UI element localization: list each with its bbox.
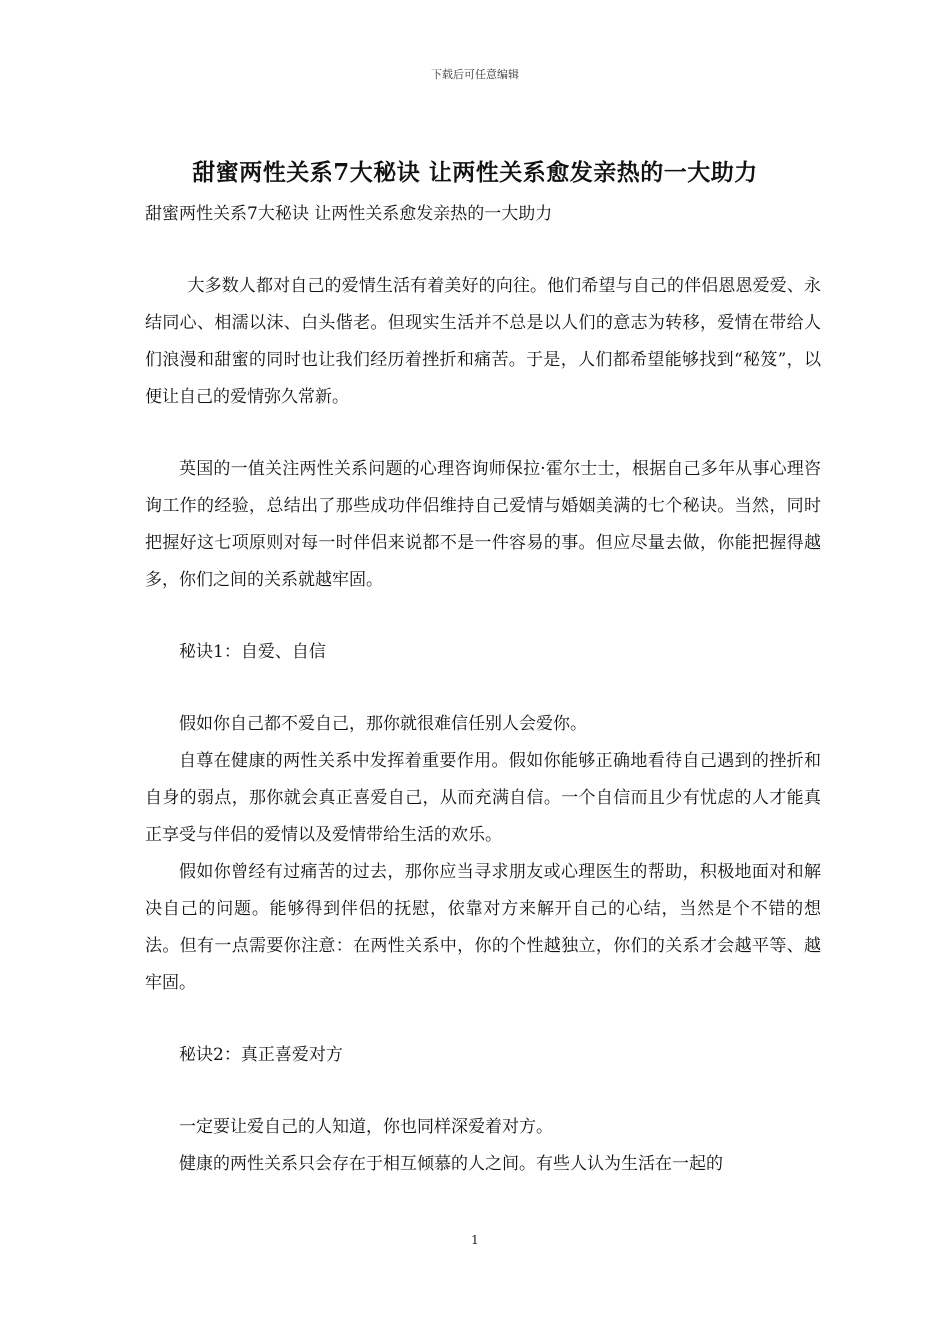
document-title: 甜蜜两性关系7大秘诀 让两性关系愈发亲热的一大助力 xyxy=(192,159,758,186)
paragraph-intro: 大多数人都对自己的爱情生活有着美好的向往。他们希望与自己的伴侣恩恩爱爱、永结同心、相濡以沫、白头偕老。但现实生活并不总是以人们的意志为转移，爱情在带给人们浪漫和甜蜜的同时也让我们经历着挫折和痛苦。于是，人们都希望能够找到“秘笈”，以便让自己的爱情弥久常新。 xyxy=(145,276,821,407)
paragraph-self-esteem: 自尊在健康的两性关系中发挥着重要作用。假如你能够正确地看待自己遇到的挫折和自身的弱点，那你就会真正喜爱自己，从而充满自信。一个自信而且少有忧虑的人才能真正享受与伴侣的爱情以及爱情带给生活的欢乐。 xyxy=(145,751,821,845)
paragraph-lead-1: 假如你自己都不爱自己，那你就很难信任别人会爱你。 xyxy=(179,714,587,734)
paragraph-past-pain: 假如你曾经有过痛苦的过去，那你应当寻求朋友或心理医生的帮助，积极地面对和解决自己的问题。能够得到伴侣的抚慰，依靠对方来解开自己的心结，当然是个不错的想法。但有一点需要你注意：在两性关系中，你的个性越独立，你们的关系才会越平等、越牢固。 xyxy=(145,862,821,993)
paragraph-spacer xyxy=(145,1074,821,1109)
paragraph-background: 英国的一值关注两性关系问题的心理咨询师保拉·霍尔士士，根据自己多年从事心理咨询工作的经验，总结出了那些成功伴侣维持自己爱情与婚姻美满的七个秘诀。当然，同时把握好这七项原则对每一时伴侣来说都不是一件容易的事。但应尽量去做，你能把握得越多，你们之间的关系就越牢固。 xyxy=(145,459,821,590)
paragraph-spacer xyxy=(145,671,821,706)
document-body xyxy=(145,196,821,1183)
paragraph-mutual-admiration: 健康的两性关系只会存在于相互倾慕的人之间。有些人认为生活在一起的 xyxy=(179,1154,723,1174)
header-note: 下载后可任意编辑 xyxy=(431,68,519,81)
paragraph-spacer xyxy=(145,599,821,634)
section-heading-1: 秘诀1：自爱、自信 xyxy=(179,642,326,662)
paragraph-spacer xyxy=(145,416,821,451)
page-number: 1 xyxy=(471,1233,479,1247)
paragraph-spacer xyxy=(145,1002,821,1037)
section-heading-2: 秘诀2：真正喜爱对方 xyxy=(179,1045,343,1065)
paragraph-spacer xyxy=(145,233,821,268)
document-subtitle: 甜蜜两性关系7大秘诀 让两性关系愈发亲热的一大助力 xyxy=(145,204,553,224)
paragraph-lead-2: 一定要让爱自己的人知道，你也同样深爱着对方。 xyxy=(179,1117,553,1137)
